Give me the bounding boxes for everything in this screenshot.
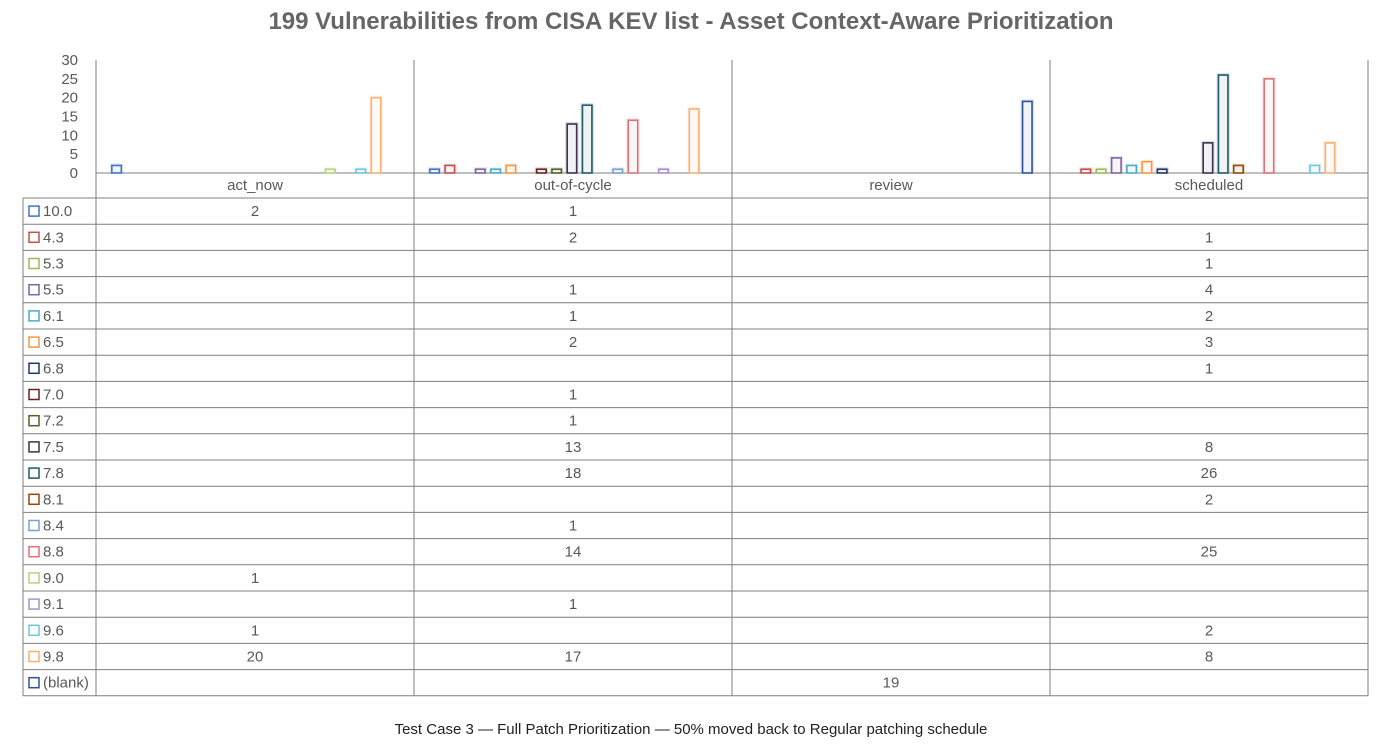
y-tick-label: 0 bbox=[69, 165, 78, 182]
legend-key bbox=[29, 494, 39, 504]
legend-key bbox=[29, 678, 39, 688]
data-label: 2 bbox=[568, 334, 578, 352]
bar bbox=[537, 169, 546, 173]
data-label: 1 bbox=[568, 386, 578, 404]
legend-label: 7.2 bbox=[43, 412, 64, 430]
data-label: 14 bbox=[564, 543, 582, 561]
data-label: 2 bbox=[1204, 491, 1214, 509]
bar bbox=[506, 165, 515, 173]
bar bbox=[1112, 158, 1121, 173]
legend-key bbox=[29, 285, 39, 295]
bar bbox=[613, 169, 622, 173]
bar bbox=[356, 169, 365, 173]
legend-key bbox=[29, 625, 39, 635]
data-label: 18 bbox=[564, 465, 582, 483]
bar bbox=[1218, 75, 1227, 173]
data-label: 19 bbox=[882, 674, 900, 692]
legend-label: 5.3 bbox=[43, 255, 64, 273]
data-label: 13 bbox=[564, 438, 582, 456]
legend-label: 4.3 bbox=[43, 229, 64, 247]
bar bbox=[445, 165, 454, 173]
legend-key bbox=[29, 259, 39, 269]
bar bbox=[430, 169, 439, 173]
bar bbox=[1081, 169, 1090, 173]
legend-label: 6.1 bbox=[43, 307, 64, 325]
data-label: 2 bbox=[1204, 622, 1214, 640]
y-tick-label: 20 bbox=[61, 89, 78, 107]
bar bbox=[659, 169, 668, 173]
data-label: 4 bbox=[1204, 281, 1214, 299]
data-label: 1 bbox=[568, 281, 578, 299]
data-label: 2 bbox=[568, 229, 578, 247]
category-label: review bbox=[869, 177, 913, 194]
bar bbox=[1127, 165, 1136, 173]
data-label: 1 bbox=[568, 517, 578, 535]
legend-key bbox=[29, 442, 39, 452]
data-label: 1 bbox=[568, 307, 578, 325]
data-label: 1 bbox=[1204, 229, 1214, 247]
y-tick-label: 10 bbox=[61, 127, 78, 145]
legend-key bbox=[29, 521, 39, 531]
bar-layer bbox=[110, 73, 1337, 173]
data-label: 1 bbox=[250, 569, 260, 587]
y-tick-label: 15 bbox=[61, 108, 78, 126]
bar bbox=[689, 109, 698, 173]
legend-key bbox=[29, 599, 39, 609]
legend-key bbox=[29, 390, 39, 400]
bar bbox=[476, 169, 485, 173]
data-label: 3 bbox=[1204, 334, 1214, 352]
legend-key bbox=[29, 337, 39, 347]
legend-key bbox=[29, 232, 39, 242]
bar bbox=[1142, 162, 1151, 173]
category-label: act_now bbox=[227, 177, 283, 194]
data-label: 1 bbox=[1204, 255, 1214, 273]
bar bbox=[1264, 79, 1273, 173]
legend-label: 10.0 bbox=[43, 203, 73, 221]
legend-label: 9.6 bbox=[43, 622, 64, 640]
legend-label: 8.1 bbox=[43, 491, 64, 509]
bar bbox=[1310, 165, 1319, 173]
bar bbox=[491, 169, 500, 173]
legend-label: 7.8 bbox=[43, 465, 64, 483]
data-table bbox=[23, 198, 1368, 696]
legend-label: 7.5 bbox=[43, 438, 64, 456]
axis-layer bbox=[61, 52, 1368, 198]
bar bbox=[1325, 143, 1334, 173]
data-label: 1 bbox=[250, 622, 260, 640]
data-label: 17 bbox=[564, 648, 582, 666]
legend-label: 8.8 bbox=[43, 543, 64, 561]
y-tick-label: 5 bbox=[69, 146, 78, 164]
bar bbox=[552, 169, 561, 173]
legend-label: 6.5 bbox=[43, 334, 64, 352]
legend-key bbox=[29, 547, 39, 557]
data-label: 2 bbox=[250, 203, 260, 221]
bar bbox=[567, 124, 576, 173]
data-label: 8 bbox=[1204, 648, 1214, 666]
legend-key bbox=[29, 311, 39, 321]
legend-key bbox=[29, 206, 39, 216]
data-label: 1 bbox=[568, 412, 578, 430]
bar bbox=[1023, 101, 1032, 173]
legend-label: 9.1 bbox=[43, 596, 64, 614]
legend-label: 6.8 bbox=[43, 360, 64, 378]
data-label: 20 bbox=[246, 648, 264, 666]
bar bbox=[1157, 169, 1166, 173]
bar bbox=[112, 165, 121, 173]
bar bbox=[371, 98, 380, 173]
legend-key bbox=[29, 363, 39, 373]
bar bbox=[1096, 169, 1105, 173]
data-label: 25 bbox=[1200, 543, 1218, 561]
legend-label: 7.0 bbox=[43, 386, 64, 404]
legend-label: 9.8 bbox=[43, 648, 64, 666]
data-label: 8 bbox=[1204, 438, 1214, 456]
y-tick-label: 30 bbox=[61, 52, 78, 69]
legend-key bbox=[29, 416, 39, 426]
data-label: 1 bbox=[1204, 360, 1214, 378]
bar bbox=[628, 120, 637, 173]
data-label: 1 bbox=[568, 596, 578, 614]
legend-key bbox=[29, 652, 39, 662]
data-label: 26 bbox=[1200, 465, 1218, 483]
bar bbox=[326, 169, 335, 173]
bar bbox=[582, 105, 591, 173]
legend-label: 5.5 bbox=[43, 281, 64, 299]
y-tick-label: 25 bbox=[61, 70, 78, 88]
legend-key bbox=[29, 468, 39, 478]
bar bbox=[1234, 165, 1243, 173]
data-label: 1 bbox=[568, 203, 578, 221]
figure-caption: Test Case 3 — Full Patch Prioritization — 50% moved back to Regular patching schedule bbox=[394, 721, 988, 738]
category-label: scheduled bbox=[1174, 177, 1244, 194]
legend-label: 9.0 bbox=[43, 569, 64, 587]
chart-title: 199 Vulnerabilities from CISA KEV list - Asset Context-Aware Prioritization bbox=[268, 8, 1114, 35]
legend-key bbox=[29, 573, 39, 583]
legend-label: (blank) bbox=[43, 674, 89, 692]
legend-label: 8.4 bbox=[43, 517, 64, 535]
data-label: 2 bbox=[1204, 307, 1214, 325]
bar bbox=[1203, 143, 1212, 173]
category-label: out-of-cycle bbox=[534, 177, 612, 194]
